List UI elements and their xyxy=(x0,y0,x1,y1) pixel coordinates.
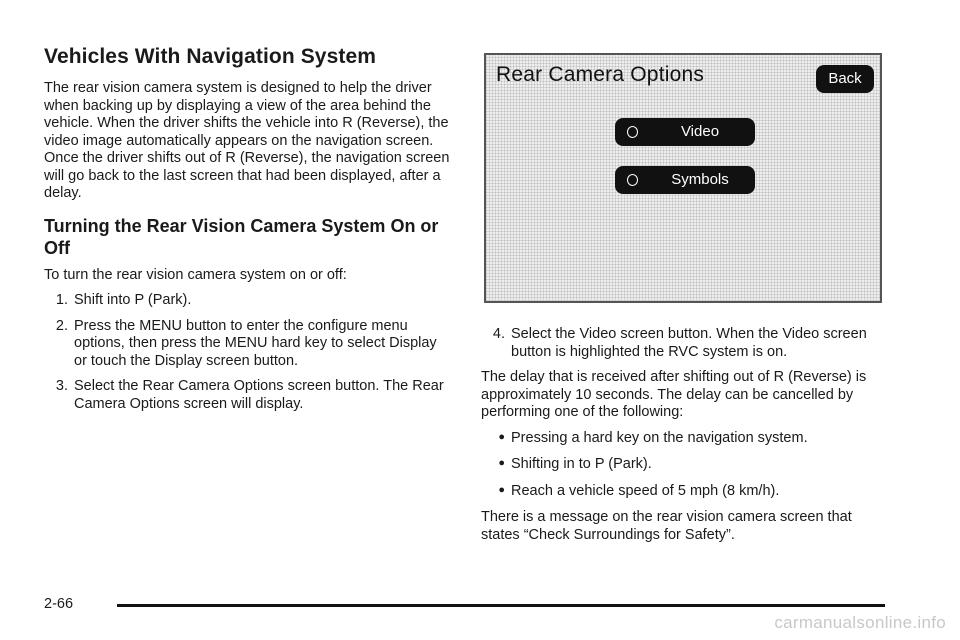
bullet-icon: ● xyxy=(498,483,505,496)
bullet-icon: ● xyxy=(498,457,505,469)
step-number: 4. xyxy=(492,326,505,342)
symbols-button[interactable] xyxy=(615,166,755,194)
instruction-text: To turn the rear vision camera system on or off: xyxy=(44,266,347,283)
footer-divider xyxy=(117,604,885,607)
list-item xyxy=(481,430,891,448)
rear-camera-options-screen xyxy=(484,53,882,303)
step-item xyxy=(44,318,452,371)
video-button[interactable] xyxy=(615,118,755,146)
step-text: Press the MENU button to enter the configure menu options, then press the MENU hard key to select Display or touch the Display screen button. xyxy=(74,317,437,369)
right-column xyxy=(481,326,891,552)
cancel-options-list xyxy=(481,430,891,501)
radio-indicator-icon xyxy=(627,126,638,138)
step-item xyxy=(44,292,452,310)
step-number: 1. xyxy=(55,292,68,308)
step-number: 3. xyxy=(55,378,68,394)
closing-paragraph: There is a message on the rear vision camera screen that states “Check Surroundings for Safety”. xyxy=(481,509,852,543)
step-item xyxy=(481,326,891,361)
step-text: Shift into P (Park). xyxy=(74,292,192,308)
left-column xyxy=(44,44,452,421)
steps-list xyxy=(44,292,452,413)
step-text: Select the Video screen button. When the Video screen button is highlighted the RVC system is on. xyxy=(511,326,867,360)
list-item xyxy=(481,456,891,474)
step-text: Select the Rear Camera Options screen button. The Rear Camera Options screen will display. xyxy=(74,378,444,412)
watermark: carmanualsonline.info xyxy=(774,613,946,632)
steps-list-continued xyxy=(481,326,891,361)
list-item-text: Pressing a hard key on the navigation system. xyxy=(511,429,808,446)
intro-paragraph: The rear vision camera system is designed to help the driver when backing up by displaying a view of the area behind the vehicle. When the driver shifts the vehicle into R (Reverse), the video image automatically appears on the navigation screen. Once the driver shifts out of R (Reverse), the navigation screen will go back to the last screen that had been displayed, after a delay. xyxy=(44,80,450,201)
screen-title: Rear Camera Options xyxy=(496,63,705,86)
step-item xyxy=(44,378,452,413)
section-heading: Vehicles With Navigation System xyxy=(44,45,377,68)
list-item xyxy=(481,483,891,501)
bullet-icon: ● xyxy=(498,430,505,443)
symbols-button-label: Symbols xyxy=(671,171,729,188)
page-number: 2-66 xyxy=(44,596,74,612)
video-button-label: Video xyxy=(680,123,720,140)
delay-paragraph: The delay that is received after shifting out of R (Reverse) is approximately 10 seconds. The delay can be cancelled by performing one of the following: xyxy=(481,369,867,420)
list-item-text: Reach a vehicle speed of 5 mph (8 km/h). xyxy=(511,482,780,499)
subsection-heading: Turning the Rear Vision Camera System On or Off xyxy=(44,215,439,258)
back-button[interactable]: Back xyxy=(816,65,874,93)
list-item-text: Shifting in to P (Park). xyxy=(511,456,652,472)
step-number: 2. xyxy=(55,317,68,334)
radio-indicator-icon xyxy=(627,174,638,186)
